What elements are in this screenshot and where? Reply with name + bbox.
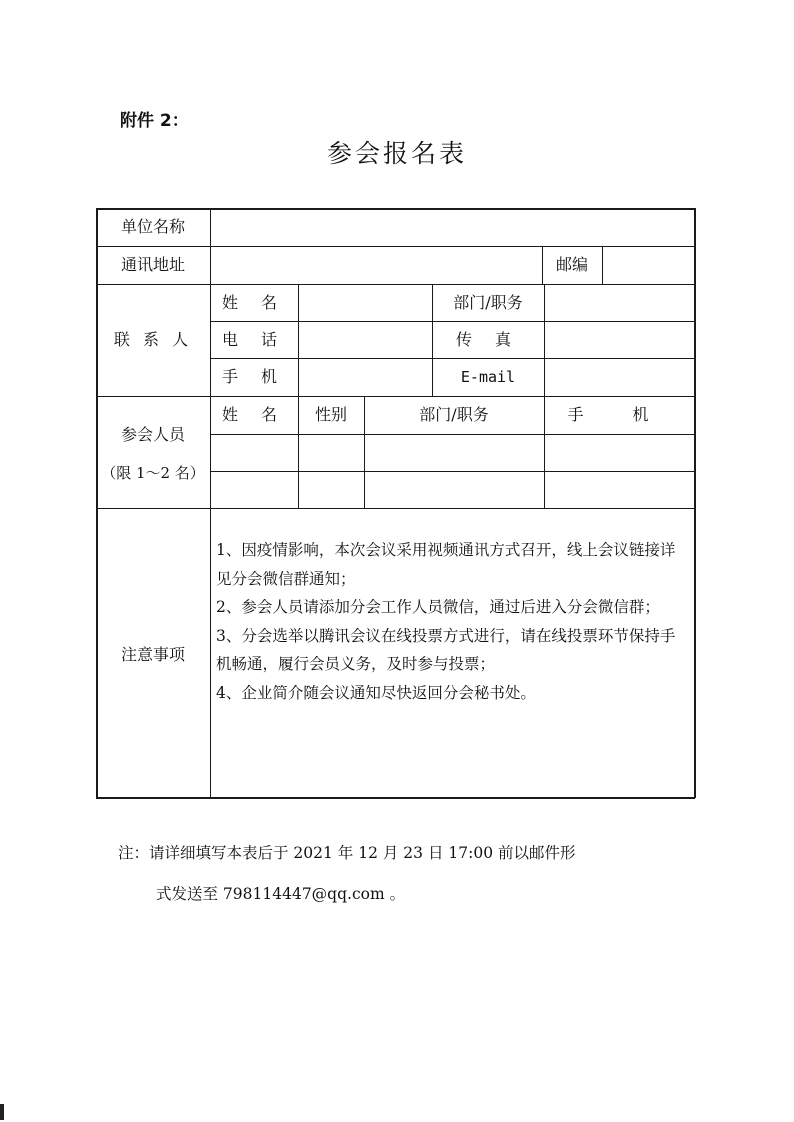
contact-label: 联 系 人 [113, 330, 193, 349]
attendee-col-gender: 性别 [314, 405, 347, 424]
unit-name-label: 单位名称 [120, 217, 185, 236]
note-item-4: 4、企业简介随会议通知尽快返回分会秘书处。 [216, 683, 536, 702]
contact-email-label: E-mail [460, 367, 516, 386]
table-rule [96, 508, 695, 509]
attendee-2-mobile-field[interactable] [545, 472, 694, 508]
contact-name-field[interactable] [299, 285, 432, 321]
contact-mobile-field[interactable] [299, 359, 432, 396]
footer-note-line-1: 注：请详细填写本表后于 2021 年 12 月 23 日 17:00 前以邮件形 [118, 844, 576, 862]
contact-fax-label: 传 真 [455, 329, 521, 349]
note-item-1: 1、因疫情影响，本次会议采用视频通讯方式召开，线上会议链接详见分会微信群通知； [216, 541, 676, 588]
contact-dept-label: 部门/职务 [453, 292, 523, 312]
form-title: 参会报名表 [326, 139, 467, 168]
contact-email-field[interactable] [545, 359, 694, 396]
address-label: 通讯地址 [120, 255, 185, 274]
attendee-1-gender-field[interactable] [299, 435, 364, 471]
footer-note-line-2: 式发送至 798114447@qq.com 。 [156, 885, 406, 903]
notes-label: 注意事项 [120, 645, 185, 664]
attendee-2-gender-field[interactable] [299, 472, 364, 508]
table-border-bottom [96, 797, 695, 799]
contact-phone-field[interactable] [299, 322, 432, 358]
postcode-label: 邮编 [555, 255, 588, 274]
contact-phone-label: 电 话 [221, 329, 287, 349]
attachment-label: 附件 2： [120, 111, 189, 131]
contact-mobile-label: 手 机 [221, 367, 287, 386]
scan-edge-mark [0, 1104, 4, 1120]
note-item-3: 3、分会选举以腾讯会议在线投票方式进行，请在线投票环节保持手机畅通，履行会员义务，及时参与投票； [216, 626, 676, 673]
contact-name-label: 姓 名 [221, 292, 287, 312]
address-field[interactable] [211, 247, 542, 284]
attendee-col-dept: 部门/职务 [419, 405, 489, 424]
contact-dept-field[interactable] [545, 285, 694, 321]
attendees-limit: （限 1～2 名） [101, 463, 205, 482]
attendee-2-dept-field[interactable] [365, 472, 544, 508]
notes-list [216, 536, 690, 707]
postcode-field[interactable] [603, 247, 694, 284]
attendee-1-mobile-field[interactable] [545, 435, 694, 471]
attendee-col-mobile: 手 机 [567, 405, 671, 424]
attendee-2-name-field[interactable] [211, 472, 298, 508]
attendee-1-name-field[interactable] [211, 435, 298, 471]
table-border-right [694, 208, 696, 798]
contact-fax-field[interactable] [545, 322, 694, 358]
unit-name-field[interactable] [211, 209, 694, 246]
attendee-1-dept-field[interactable] [365, 435, 544, 471]
note-item-2: 2、参会人员请添加分会工作人员微信，通过后进入分会微信群； [216, 598, 660, 616]
attendees-label: 参会人员 [120, 425, 185, 444]
attendee-col-name: 姓 名 [221, 405, 287, 424]
